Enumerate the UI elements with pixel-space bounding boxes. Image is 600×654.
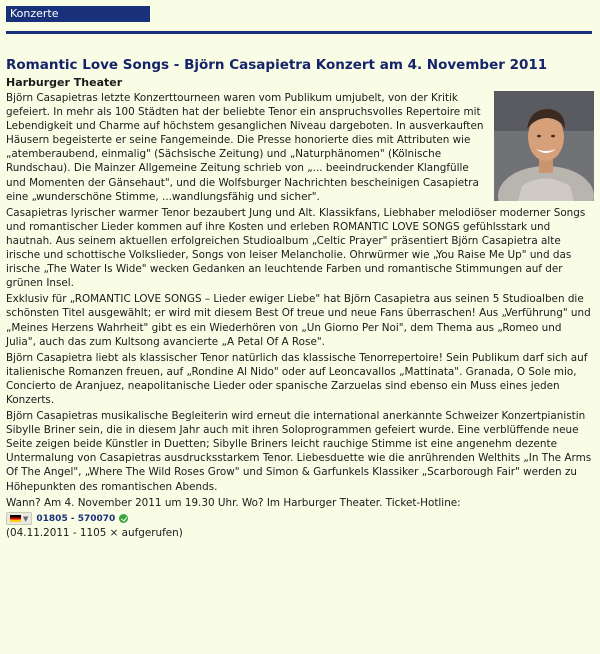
ticket-hotline	[6, 512, 594, 526]
country-selector[interactable]	[6, 512, 32, 525]
article-venue: Harburger Theater	[6, 76, 123, 89]
article	[6, 57, 594, 542]
call-icon[interactable]	[119, 514, 128, 523]
paragraph-5: Björn Casapietras musikalische Begleiterin wird erneut die international anerkannte Schweizer Konzertpianistin Sibylle Briner sein, die in diesem Jahr auch mit ihren Soloprogrammen gefeiert wurde. Eine verblüffende neue Seite zeigen beide Künstler in Duetten; Sibylle Briners leicht rauchige Stimme ist eine angenehm dezente Untermalung von Casapietras ausdrucksstarkem Tenor. Liebesduette wie die anrührenden Welthits „In The Arms Of The Angel", „Where The Wild Roses Grow" und Simon & Garfunkels Klassiker „Scarborough Fair" werden zu Höhepunkten des romantischen Abends.	[6, 410, 592, 493]
dropdown-arrow-icon: ▼	[23, 514, 29, 523]
germany-flag-icon	[10, 515, 21, 522]
closing-line: Wann? Am 4. November 2011 um 19.30 Uhr. Wo? Im Harburger Theater. Ticket-Hotline:	[6, 496, 461, 509]
paragraph-2: Casapietras lyrischer warmer Tenor bezaubert Jung und Alt. Klassikfans, Liebhaber melodiöser moderner Songs und romantischer Lieder kommen auf ihre Kosten und erleben ROMANTIC LOVE SONGS gefühlsstark und hautnah. Aus seinem aktuellen erfolgreichen Studioalbum „Celtic Prayer" präsentiert Björn Casapietra alte irische und schottische Volkslieder, Songs von leiser Melancholie. Ohrwürmer wie „You Raise Me Up" und das irische „The Water Is Wide" wecken Gedanken an leuchtende Farben und romantische Stimmungen auf der grünen Insel.	[6, 206, 586, 290]
header-rule	[6, 31, 592, 34]
artist-photo	[494, 91, 594, 201]
view-counter: (04.11.2011 - 1105 × aufgerufen)	[6, 526, 183, 539]
paragraph-4: Björn Casapietra liebt als klassischer Tenor natürlich das klassische Tenorrepertoire! Sein Publikum darf sich auf italienische Romanzen freuen, auf „Rondine Al Nido" oder auf Leoncavallos „Mattinata". Granada, O Sole mio, Concierto de Aranjuez, neapolitanische Lieder oder spanische Zarzuelas sind ebenso ein Muss eines jeden Konzerts.	[6, 351, 588, 406]
paragraph-1: Björn Casapietras letzte Konzerttourneen waren vom Publikum umjubelt, von der Kritik gefeiert. In mehr als 100 Städten hat der beliebte Tenor ein anspruchsvolles Repertoire mit Lebendigkeit und Charme auf höchstem gesanglichen Niveau dargeboten. In ausverkauften Häusern begeisterte er seine Fangemeinde. Die Presse honorierte dies mit Attributen wie „atemberaubend, einmalig" (Sächsische Zeitung) und „Naturphänomen" (Kölnische Rundschau). Die Mainzer Allgemeine Zeitung schrieb von „... beeindruckender Klangfülle und Momenten der Gänsehaut", und die Wolfsburger Nachrichten bescheinigen Casapietra eine „wunderschöne Stimme, ...wandlungsfähig und sicher".	[6, 92, 484, 203]
section-tab[interactable]: Konzerte	[6, 6, 150, 22]
phone-number[interactable]: 01805 - 570070	[36, 513, 116, 524]
article-title: Romantic Love Songs - Björn Casapietra Konzert am 4. November 2011	[6, 57, 548, 73]
paragraph-3: Exklusiv für „ROMANTIC LOVE SONGS – Lieder ewiger Liebe" hat Björn Casapietra aus seinen 5 Studioalben die schönsten Titel ausgewählt; er wird mit diesem Best Of treue und neue Fans überraschen! Aus „Verführung" und „Meines Herzens Wahrheit" gibt es ein Wiederhören von „Un Giorno Per Noi", dem Thema aus „Romeo und Julia", auch das zum Kultsong avancierte „A Petal Of A Rose".	[6, 293, 591, 348]
